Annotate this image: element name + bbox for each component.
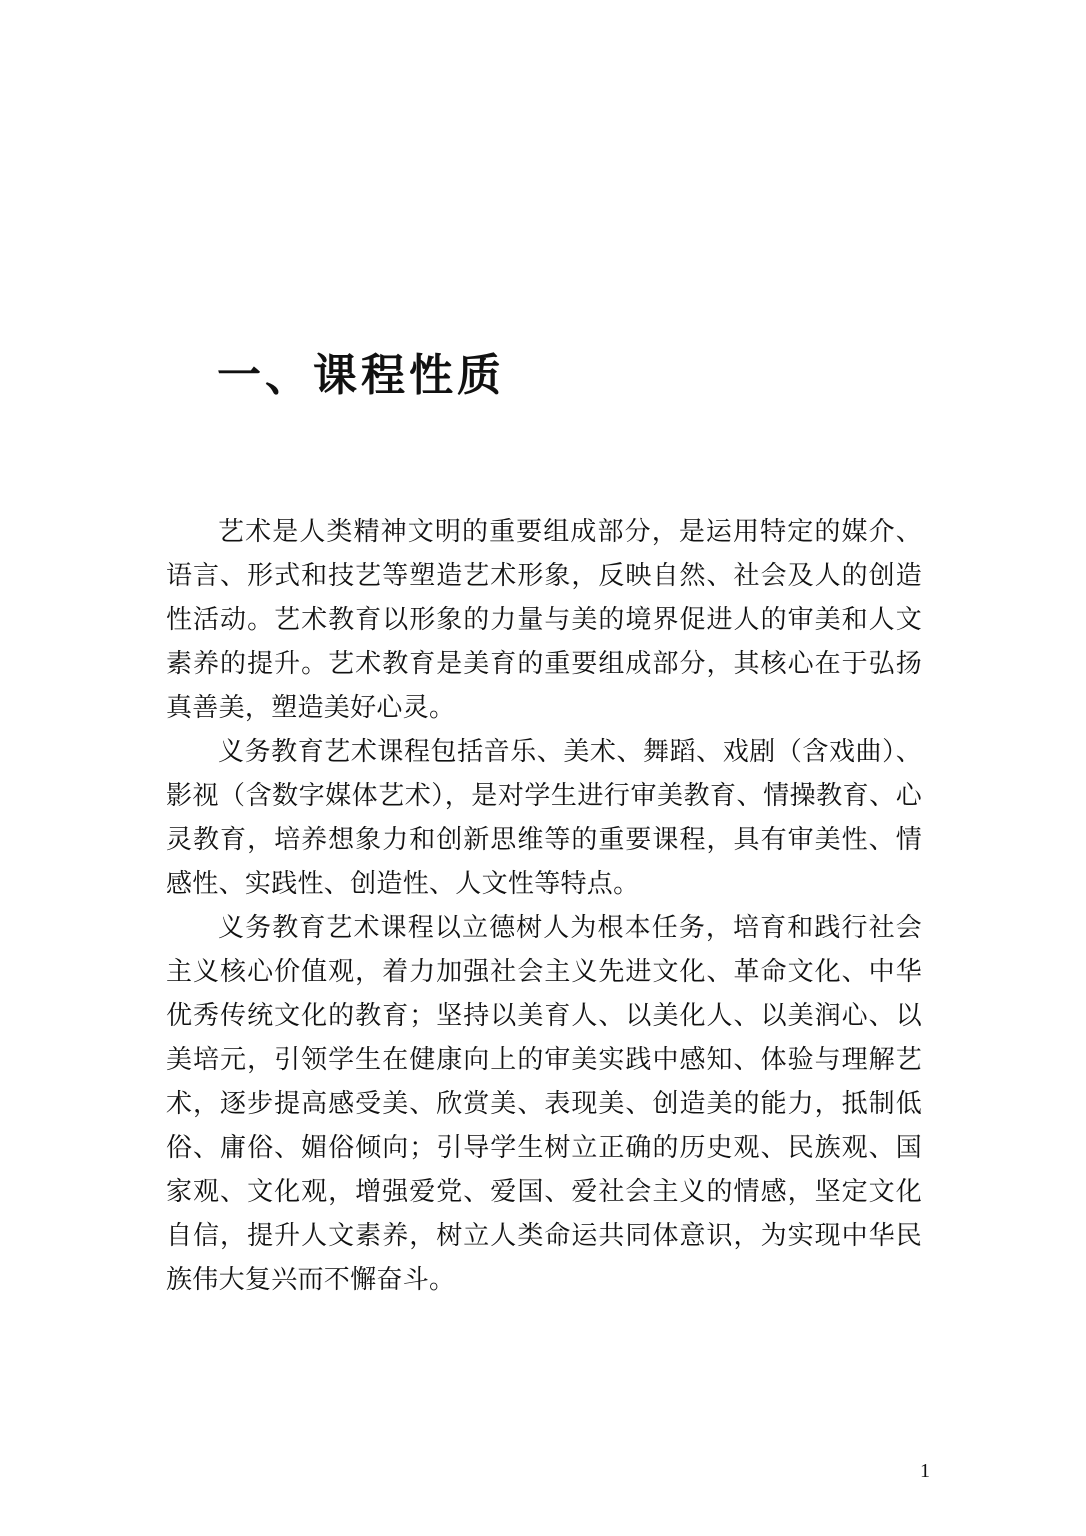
paragraph-2: 义务教育艺术课程包括音乐、美术、舞蹈、戏剧（含戏曲）、影视（含数字媒体艺术），是对学生进行审美教育、情操教育、心灵教育，培养想象力和创新思维等的重要课程，具有审美性、情感性、实践性、创造性、人文性等特点。 [166, 737, 922, 899]
body-text [166, 510, 922, 1302]
paragraph-3: 义务教育艺术课程以立德树人为根本任务，培育和践行社会主义核心价值观，着力加强社会主义先进文化、革命文化、中华优秀传统文化的教育；坚持以美育人、以美化人、以美润心、以美培元，引领学生在健康向上的审美实践中感知、体验与理解艺术，逐步提高感受美、欣赏美、表现美、创造美的能力，抵制低俗、庸俗、媚俗倾向；引导学生树立正确的历史观、民族观、国家观、文化观，增强爱党、爱国、爱社会主义的情感，坚定文化自信，提升人文素养，树立人类命运共同体意识，为实现中华民族伟大复兴而不懈奋斗。 [166, 913, 922, 1295]
page-number: 1 [920, 1460, 930, 1482]
paragraph-1: 艺术是人类精神文明的重要组成部分，是运用特定的媒介、语言、形式和技艺等塑造艺术形象，反映自然、社会及人的创造性活动。艺术教育以形象的力量与美的境界促进人的审美和人文素养的提升。艺术教育是美育的重要组成部分，其核心在于弘扬真善美，塑造美好心灵。 [166, 517, 922, 723]
section-title: 一、课程性质 [217, 350, 505, 401]
